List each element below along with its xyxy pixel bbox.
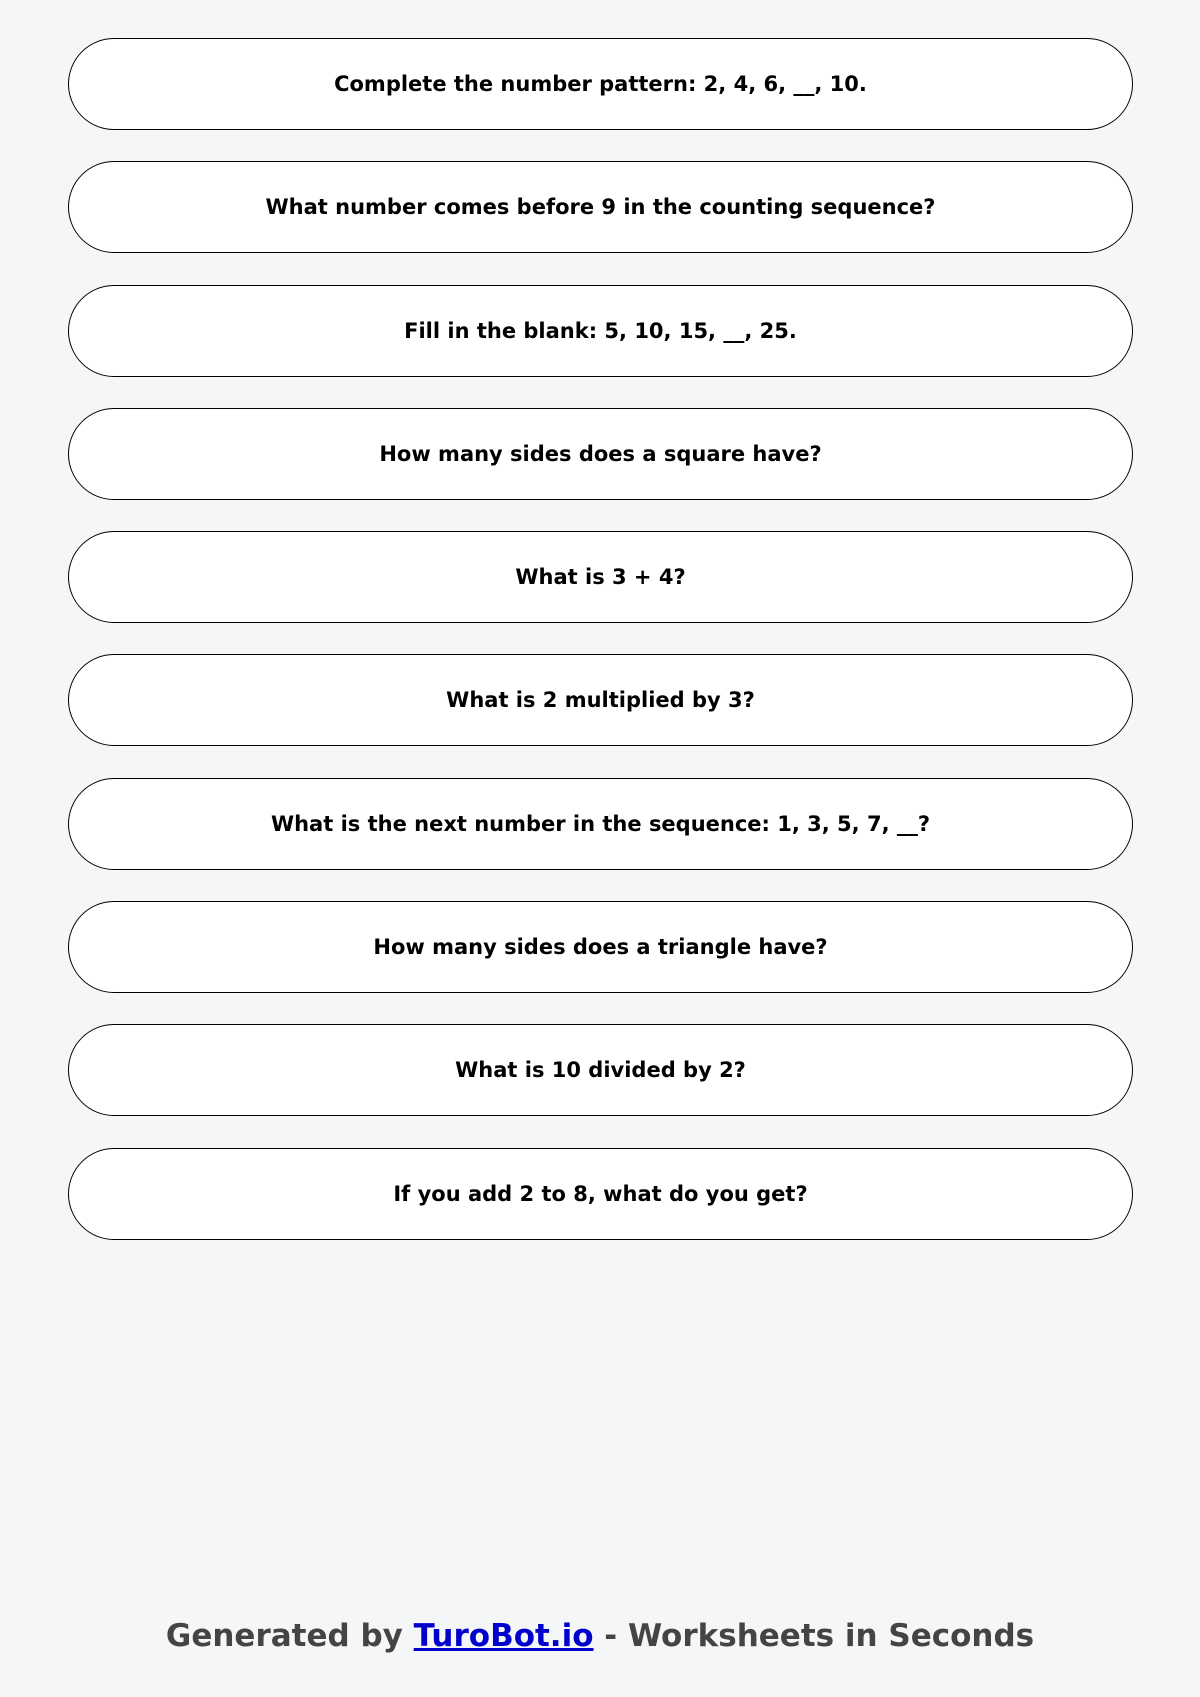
- question-text-10: If you add 2 to 8, what do you get?: [393, 1181, 808, 1206]
- question-box-2: [68, 161, 1133, 253]
- question-text-6: What is 2 multiplied by 3?: [446, 688, 755, 713]
- question-box-4: [68, 408, 1133, 500]
- footer-suffix: - Worksheets in Seconds: [593, 1618, 1035, 1654]
- question-box-5: [68, 531, 1133, 623]
- question-box-6: [68, 654, 1133, 746]
- question-text-4: How many sides does a square have?: [379, 441, 822, 466]
- question-box-1: [68, 38, 1133, 130]
- question-text-1: Complete the number pattern: 2, 4, 6, __, 10.: [334, 72, 867, 96]
- question-text-8: How many sides does a triangle have?: [373, 935, 828, 960]
- footer: [0, 1618, 1200, 1654]
- footer-prefix: Generated by: [165, 1618, 414, 1654]
- question-text-2: What number comes before 9 in the counting sequence?: [265, 195, 936, 220]
- question-box-3: [68, 285, 1133, 377]
- question-box-7: [68, 778, 1133, 870]
- turobot-link[interactable]: TuroBot.io: [413, 1618, 594, 1654]
- question-list: [68, 38, 1133, 1271]
- question-box-10: [68, 1148, 1133, 1240]
- question-box-8: [68, 901, 1133, 993]
- question-text-9: What is 10 divided by 2?: [455, 1058, 746, 1083]
- question-text-7: What is the next number in the sequence: 1, 3, 5, 7, __?: [270, 811, 931, 836]
- question-text-5: What is 3 + 4?: [515, 565, 686, 590]
- question-text-3: Fill in the blank: 5, 10, 15, __, 25.: [404, 318, 797, 343]
- question-box-9: [68, 1024, 1133, 1116]
